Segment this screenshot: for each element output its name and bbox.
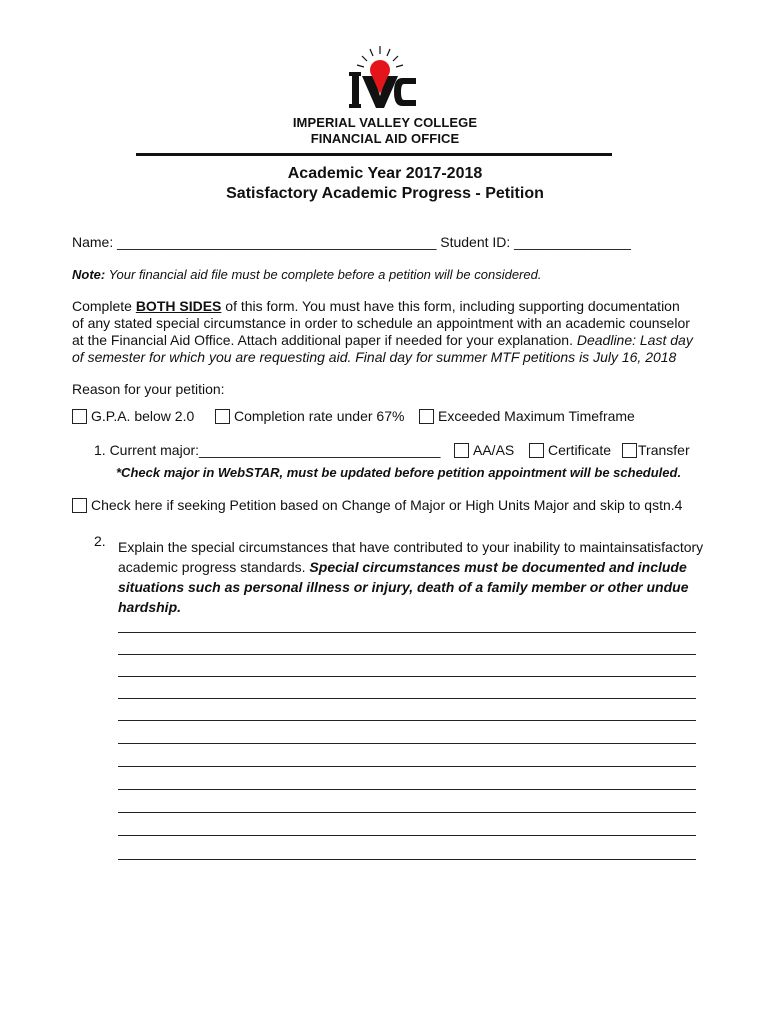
answer-line[interactable] bbox=[118, 766, 696, 767]
answer-line[interactable] bbox=[118, 720, 696, 721]
answer-line[interactable] bbox=[118, 743, 696, 744]
instructions-text: of this form. You must have this form, including supporting documentation bbox=[221, 298, 680, 314]
note-text: Your financial aid file must be complete before a petition will be considered. bbox=[105, 267, 542, 282]
gpa-label: G.P.A. below 2.0 bbox=[91, 408, 195, 424]
reason-label: Reason for your petition: bbox=[72, 381, 225, 397]
office-name: FINANCIAL AID OFFICE bbox=[310, 131, 460, 146]
answer-line[interactable] bbox=[118, 789, 696, 790]
instructions-text: of any stated special circumstance in order to schedule an appointment with an academic counselor bbox=[72, 315, 690, 331]
ivc-logo bbox=[346, 44, 418, 114]
webstar-note: *Check major in WebSTAR, must be updated before petition appointment will be scheduled. bbox=[116, 465, 682, 480]
change-major-checkbox-option[interactable] bbox=[72, 497, 682, 514]
header-divider bbox=[136, 153, 612, 156]
completion-rate-checkbox[interactable] bbox=[215, 409, 230, 424]
question-2-line: Explain the special circumstances that have contributed to your inability to maintainsatisfactory bbox=[118, 539, 704, 555]
answer-line[interactable] bbox=[118, 698, 696, 699]
gpa-checkbox[interactable] bbox=[72, 409, 87, 424]
deadline-text: Deadline: Last day bbox=[572, 332, 693, 348]
note-label: Note: bbox=[72, 267, 106, 282]
max-timeframe-checkbox[interactable] bbox=[419, 409, 434, 424]
name-field[interactable] bbox=[72, 234, 631, 251]
change-major-label: Check here if seeking Petition based on Change of Major or High Units Major and skip to qstn.4 bbox=[91, 497, 683, 513]
transfer-checkbox-option[interactable] bbox=[622, 442, 690, 459]
answer-line[interactable] bbox=[118, 632, 696, 633]
completion-rate-checkbox-option[interactable] bbox=[215, 408, 404, 425]
aa-as-label: AA/AS bbox=[473, 442, 515, 458]
instructions-text: Complete bbox=[72, 298, 136, 314]
question-2-number: 2. bbox=[94, 533, 106, 549]
question-2-text bbox=[118, 537, 718, 617]
college-name: IMPERIAL VALLEY COLLEGE bbox=[292, 115, 478, 130]
completion-rate-label: Completion rate under 67% bbox=[234, 408, 405, 424]
current-major-field[interactable]: 1. Current major:_______________________________ bbox=[94, 442, 441, 458]
question-2-emphasis: Special circumstances must be documented and include bbox=[305, 559, 687, 575]
answer-line[interactable] bbox=[118, 676, 696, 677]
max-timeframe-checkbox-option[interactable] bbox=[419, 408, 635, 425]
both-sides-emphasis: BOTH SIDES bbox=[135, 298, 222, 314]
answer-line[interactable] bbox=[118, 654, 696, 655]
transfer-label: Transfer bbox=[638, 442, 690, 458]
answer-line[interactable] bbox=[118, 859, 696, 860]
academic-year-title: Academic Year 2017-2018 bbox=[287, 165, 483, 182]
certificate-checkbox[interactable] bbox=[529, 443, 544, 458]
question-2-emphasis: hardship. bbox=[118, 599, 182, 615]
question-2-line: academic progress standards. bbox=[118, 559, 306, 575]
max-timeframe-label: Exceeded Maximum Timeframe bbox=[438, 408, 635, 424]
aa-as-checkbox[interactable] bbox=[454, 443, 469, 458]
transfer-checkbox[interactable] bbox=[622, 443, 637, 458]
answer-line[interactable] bbox=[118, 812, 696, 813]
name-label: Name: _________________________________________ bbox=[72, 234, 437, 250]
aa-as-checkbox-option[interactable] bbox=[454, 442, 514, 459]
question-2-emphasis: situations such as personal illness or injury, death of a family member or other undue bbox=[118, 579, 689, 595]
certificate-checkbox-option[interactable] bbox=[529, 442, 611, 459]
student-id-label: Student ID: _______________ bbox=[440, 234, 631, 250]
note bbox=[72, 266, 541, 283]
instructions bbox=[72, 298, 712, 366]
instructions-text: at the Financial Aid Office. Attach additional paper if needed for your explanation. bbox=[72, 332, 573, 348]
form-title: Satisfactory Academic Progress - Petition bbox=[226, 185, 544, 202]
answer-line[interactable] bbox=[118, 835, 696, 836]
gpa-checkbox-option[interactable] bbox=[72, 408, 194, 425]
deadline-text: of semester for which you are requesting aid. Final day for summer MTF petitions is July 16, 2018 bbox=[72, 349, 677, 365]
change-major-checkbox[interactable] bbox=[72, 498, 87, 513]
certificate-label: Certificate bbox=[548, 442, 612, 458]
